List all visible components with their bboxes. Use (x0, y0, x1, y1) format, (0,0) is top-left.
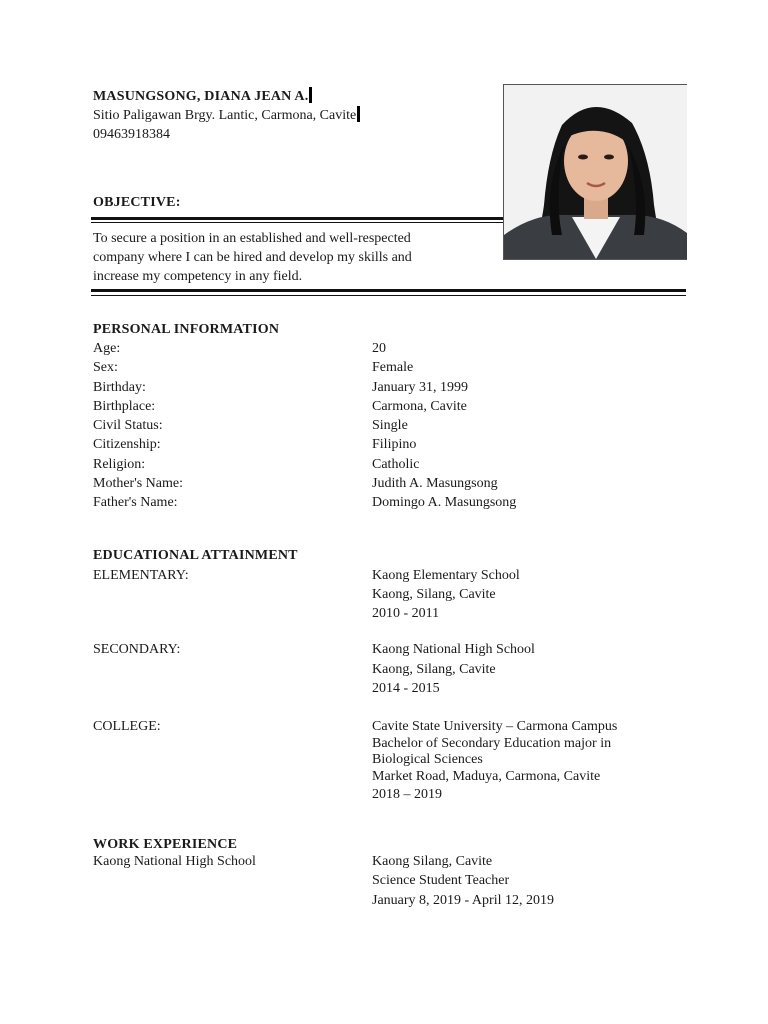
info-value: Catholic (372, 457, 420, 472)
info-label: Religion: (93, 457, 146, 472)
portrait-photo (503, 84, 687, 260)
education-college-place: Market Road, Maduya, Carmona, Cavite (372, 769, 601, 784)
info-value: Female (372, 360, 414, 375)
education-college-school: Cavite State University – Carmona Campus (372, 719, 618, 734)
info-value: 20 (372, 341, 386, 356)
work-place: Kaong Silang, Cavite (372, 854, 493, 869)
section-divider (91, 289, 686, 292)
info-label: Birthday: (93, 380, 146, 395)
portrait-photo-icon (504, 85, 687, 259)
applicant-name: MASUNGSONG, DIANA JEAN A. (93, 87, 312, 106)
objective-line: increase my competency in any field. (93, 269, 303, 284)
education-college-course: Bachelor of Secondary Education major in (372, 736, 612, 751)
info-label: Mother's Name: (93, 476, 184, 491)
education-place: Kaong, Silang, Cavite (372, 662, 496, 677)
text-cursor (309, 87, 312, 103)
info-label: Age: (93, 341, 121, 356)
info-label: Birthplace: (93, 399, 156, 414)
education-place: Kaong, Silang, Cavite (372, 587, 496, 602)
info-value: Carmona, Cavite (372, 399, 467, 414)
education-college-years: 2018 – 2019 (372, 787, 442, 802)
education-label-college: COLLEGE: (93, 719, 161, 734)
education-college-course: Biological Sciences (372, 752, 483, 767)
info-value: January 31, 1999 (372, 380, 469, 395)
text-cursor (357, 106, 360, 122)
education-years: 2010 - 2011 (372, 606, 440, 621)
info-value: Filipino (372, 437, 417, 452)
personal-info-heading: PERSONAL INFORMATION (93, 322, 280, 337)
section-divider-thin (91, 295, 686, 296)
applicant-phone: 09463918384 (93, 127, 170, 142)
education-label-secondary: SECONDARY: (93, 642, 181, 657)
education-school: Kaong Elementary School (372, 568, 520, 583)
objective-heading: OBJECTIVE: (93, 195, 181, 210)
info-label: Civil Status: (93, 418, 163, 433)
info-value: Judith A. Masungsong (372, 476, 498, 491)
section-divider (91, 217, 503, 220)
work-employer: Kaong National High School (93, 854, 256, 869)
work-role: Science Student Teacher (372, 873, 510, 888)
info-label: Citizenship: (93, 437, 161, 452)
info-value: Domingo A. Masungsong (372, 495, 517, 510)
info-value: Single (372, 418, 408, 433)
objective-line: To secure a position in an established and well-respected (93, 231, 411, 246)
objective-line: company where I can be hired and develop my skills and (93, 250, 412, 265)
info-label: Father's Name: (93, 495, 178, 510)
section-divider-thin (91, 222, 503, 223)
work-experience-heading: WORK EXPERIENCE (93, 837, 238, 852)
info-label: Sex: (93, 360, 118, 375)
education-school: Kaong National High School (372, 642, 535, 657)
education-heading: EDUCATIONAL ATTAINMENT (93, 548, 298, 563)
education-label-elementary: ELEMENTARY: (93, 568, 189, 583)
education-years: 2014 - 2015 (372, 681, 440, 696)
work-dates: January 8, 2019 - April 12, 2019 (372, 893, 554, 908)
applicant-address: Sitio Paligawan Brgy. Lantic, Carmona, Cavite (93, 106, 360, 125)
